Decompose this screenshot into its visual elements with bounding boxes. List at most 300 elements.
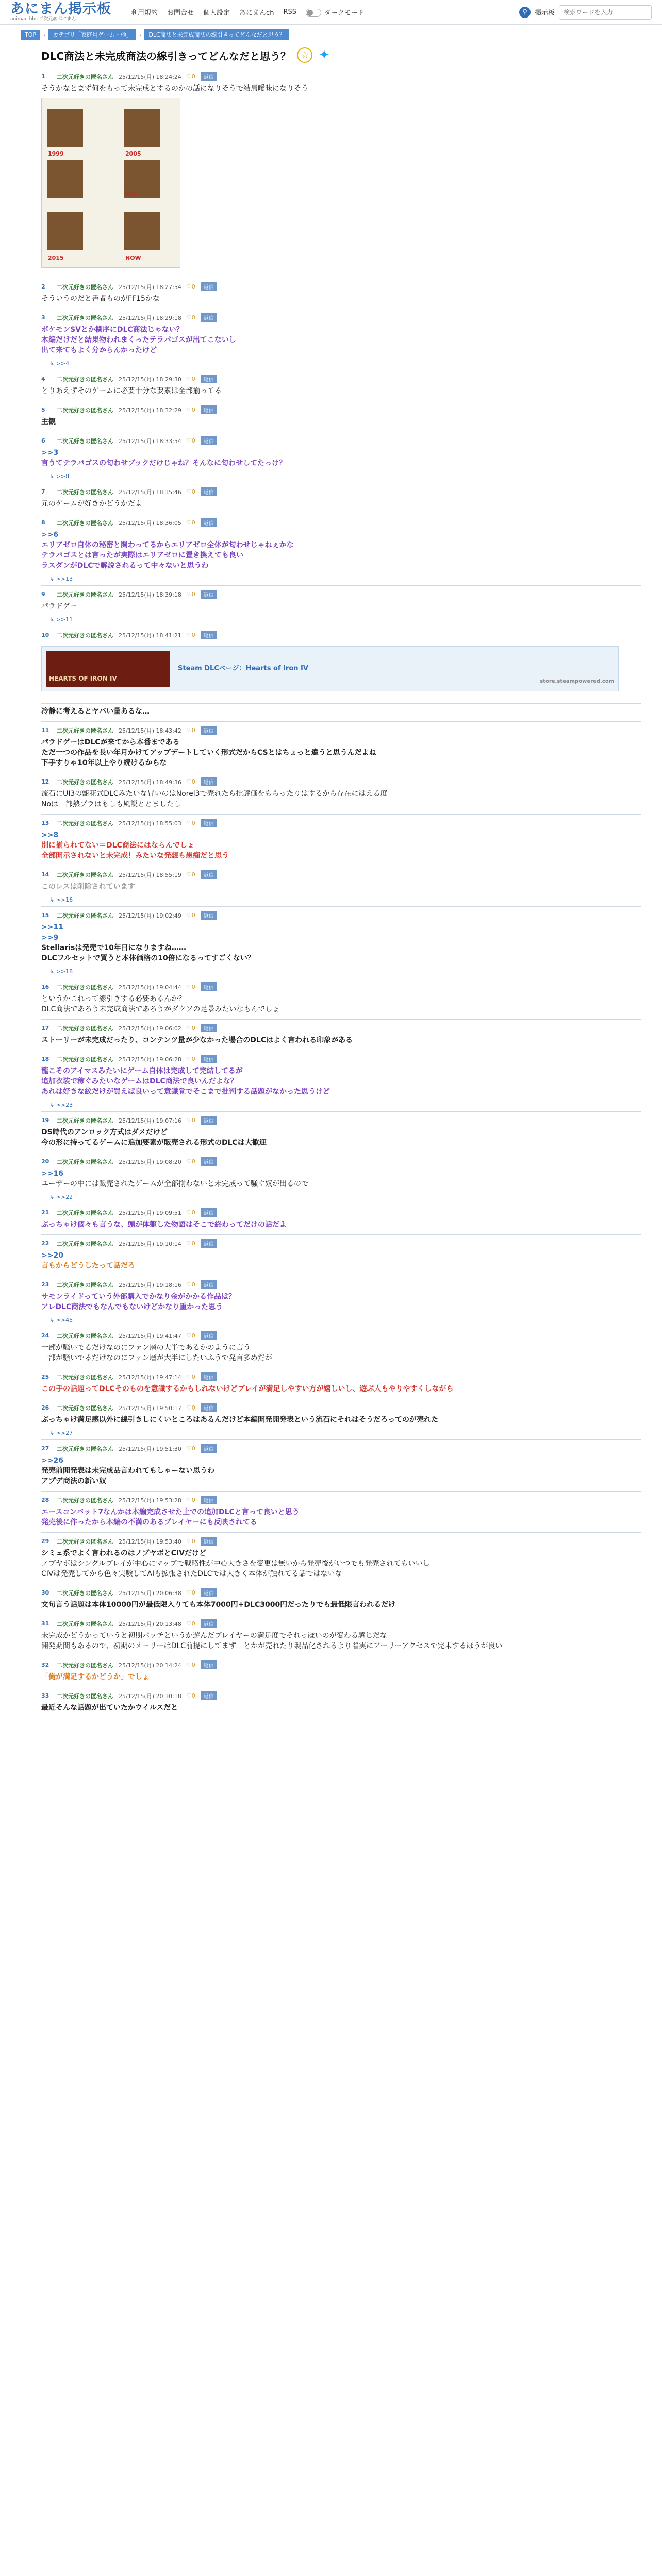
breadcrumb-separator-icon: › <box>139 31 142 38</box>
post-author: 二次元好きの匿名さん <box>57 314 113 321</box>
post-header <box>41 1276 641 1289</box>
like-count[interactable] <box>187 283 195 290</box>
anchor-link[interactable]: >>20 <box>41 1251 63 1260</box>
post-number[interactable]: 4 <box>41 376 45 382</box>
reply-button[interactable]: 返信 <box>201 819 217 827</box>
post-number[interactable]: 13 <box>41 820 49 826</box>
breadcrumb-category[interactable]: カテゴリ「家庭用ゲーム・他」 <box>48 29 136 40</box>
link-card-title[interactable]: Steam DLCページ：Hearts of Iron IV <box>178 665 308 672</box>
search-area <box>519 5 652 20</box>
post-body <box>41 1700 641 1718</box>
reply-button[interactable]: 返信 <box>201 375 217 383</box>
reply-button[interactable]: 返信 <box>201 1444 217 1453</box>
post <box>41 704 641 722</box>
site-logo[interactable] <box>10 2 119 22</box>
anchor-link[interactable]: >>8 <box>41 831 59 839</box>
post-body <box>41 1340 641 1368</box>
dark-mode-label: ダークモード <box>324 9 365 17</box>
reply-anchor-text[interactable]: >>27 <box>56 1430 73 1436</box>
post <box>41 722 641 773</box>
reply-button[interactable]: 返信 <box>201 1619 217 1628</box>
post-date: 25/12/15(月) 18:36:05 <box>119 519 181 527</box>
reply-anchor[interactable] <box>41 968 641 978</box>
like-count[interactable] <box>187 519 195 526</box>
reply-anchor-text[interactable]: >>23 <box>56 1101 73 1108</box>
post-author: 二次元好きの匿名さん <box>57 519 113 527</box>
post-header <box>41 1615 641 1628</box>
heart-icon[interactable]: ♡ <box>186 1692 192 1699</box>
post-text-line: エリアゼロ自体の秘密と関わってるからエリアゼロ全体が匂わせじゃねぇかな <box>41 541 294 549</box>
reply-button[interactable]: 返信 <box>201 911 217 920</box>
post-header <box>41 626 641 639</box>
reply-button[interactable]: 返信 <box>201 982 217 991</box>
post <box>41 514 641 586</box>
anchor-link[interactable]: >>16 <box>41 1170 63 1178</box>
post-text-line: あれは好きな紋だけが買えば良いって意識覚でそこまで批判する話題がなかった思うけど <box>41 1088 330 1096</box>
post-author: 二次元好きの匿名さん <box>57 632 113 639</box>
dark-mode-toggle[interactable] <box>306 7 364 18</box>
nav-contact[interactable]: お問合せ <box>167 9 194 17</box>
post-number[interactable]: 9 <box>41 591 45 598</box>
post-date: 25/12/15(月) 19:47:14 <box>119 1374 181 1381</box>
post-author: 二次元好きの匿名さん <box>57 73 113 80</box>
post-author: 二次元好きの匿名さん <box>57 778 113 786</box>
heart-icon[interactable]: ♡ <box>186 314 192 321</box>
heart-icon[interactable]: ♡ <box>186 1620 192 1627</box>
post <box>41 1153 641 1204</box>
reply-anchor[interactable] <box>41 896 641 906</box>
like-number: 0 <box>191 1662 195 1668</box>
reply-button[interactable]: 返信 <box>201 1208 217 1217</box>
post-author: 二次元好きの匿名さん <box>57 1025 113 1032</box>
post-text-line: この手の話題ってDLCそのものを意識するかもしれないけどプレイが満足しやすい方が嬉しいし、遊ぶ人もやりやすくしながら <box>41 1385 454 1393</box>
heart-icon[interactable]: ♡ <box>186 1332 192 1339</box>
post-number[interactable]: 29 <box>41 1538 49 1545</box>
post <box>41 866 641 907</box>
heart-icon[interactable]: ♡ <box>186 406 192 413</box>
post-text-line: 言うてテラパゴスの匂わせブックだけじゃね？そんなに匂わせしてたっけ？ <box>41 459 287 467</box>
post-author: 二次元好きの匿名さん <box>57 1497 113 1504</box>
anchor-link[interactable]: >>6 <box>41 531 59 539</box>
post-number[interactable]: 24 <box>41 1332 49 1339</box>
site-header <box>0 0 662 25</box>
post-header <box>41 68 641 81</box>
heart-icon[interactable]: ♡ <box>186 1281 192 1288</box>
post-number[interactable]: 33 <box>41 1692 49 1699</box>
post-author: 二次元好きの匿名さん <box>57 283 113 291</box>
post-date: 25/12/15(月) 18:55:03 <box>119 820 181 827</box>
reply-anchor-text[interactable]: >>11 <box>56 616 73 623</box>
heart-icon[interactable]: ♡ <box>186 437 192 444</box>
like-number: 0 <box>191 1332 195 1339</box>
post-number[interactable]: 15 <box>41 912 49 919</box>
post-number[interactable]: 1 <box>41 73 45 80</box>
post-author: 二次元好きの匿名さん <box>57 1158 113 1165</box>
post-header <box>41 1368 641 1381</box>
post <box>41 278 641 309</box>
reply-button[interactable]: 返信 <box>201 1691 217 1700</box>
like-number: 0 <box>191 984 195 990</box>
post-header <box>41 978 641 991</box>
like-count[interactable] <box>187 488 195 495</box>
like-count[interactable] <box>187 1404 195 1411</box>
post-number[interactable]: 2 <box>41 283 45 290</box>
reply-anchor[interactable] <box>41 1194 641 1204</box>
post-number[interactable]: 17 <box>41 1025 49 1031</box>
heart-icon[interactable]: ♡ <box>186 488 192 495</box>
post-author: 二次元好きの匿名さん <box>57 1662 113 1669</box>
like-number: 0 <box>191 912 195 919</box>
reply-button[interactable]: 返信 <box>201 590 217 599</box>
anchor-link[interactable]: >>26 <box>41 1456 63 1465</box>
post-header <box>41 1020 641 1032</box>
like-number: 0 <box>191 1497 195 1503</box>
like-count[interactable] <box>187 1025 195 1031</box>
post-header <box>41 278 641 291</box>
heart-icon[interactable]: ♡ <box>186 1117 192 1124</box>
like-count[interactable] <box>187 591 195 598</box>
like-count[interactable] <box>187 1538 195 1545</box>
reply-button[interactable]: 返信 <box>201 1331 217 1340</box>
post-number[interactable]: 14 <box>41 871 49 878</box>
post-number[interactable]: 27 <box>41 1445 49 1452</box>
like-number: 0 <box>191 314 195 321</box>
like-count[interactable] <box>187 1281 195 1288</box>
post-text-line: テラパゴスとは言ったが実際はエリアゼロに置き換えても良い <box>41 551 243 560</box>
post-number[interactable]: 3 <box>41 314 45 321</box>
reply-anchor[interactable] <box>41 360 641 370</box>
reply-button[interactable]: 返信 <box>201 1496 217 1504</box>
reply-button[interactable]: 返信 <box>201 870 217 879</box>
like-count[interactable] <box>187 376 195 382</box>
post-text-line: 開発期間もあるので、初期のメーリーはDLC前提にしてまず「とかが売れたり製品化されるより着実にアーリーアクセスで完未するほうが良い <box>41 1642 503 1650</box>
post-body <box>41 639 641 703</box>
post-text-line: ポケモンSVとか欄序にDLC商法じゃない？ <box>41 326 184 334</box>
post-body <box>41 1628 641 1656</box>
reply-button[interactable]: 返信 <box>201 1280 217 1289</box>
twitter-icon[interactable]: ✦ <box>319 47 330 63</box>
post-text-line: というかこれって線引きする必要あるんか？ <box>41 995 186 1003</box>
reply-button[interactable]: 返信 <box>201 1157 217 1166</box>
post-text-line: 出て来てもよく分からんかったけど <box>41 346 157 354</box>
like-count[interactable] <box>187 984 195 990</box>
reply-button[interactable]: 返信 <box>201 282 217 291</box>
post-text-line: 主観 <box>41 418 56 426</box>
post-text-line: ぶっちゃけ満足感以外に線引きしにくいところはあるんだけど本編開発開発表という流石にそれはそうだろってのが売れた <box>41 1416 438 1424</box>
reply-button[interactable]: 返信 <box>201 631 217 639</box>
post-date: 25/12/15(月) 19:02:49 <box>119 912 181 919</box>
post-date: 25/12/15(月) 19:51:30 <box>119 1445 181 1452</box>
reply-button[interactable]: 返信 <box>201 1024 217 1032</box>
like-count[interactable] <box>187 1240 195 1247</box>
reply-anchor[interactable] <box>41 575 641 585</box>
post-header <box>41 722 641 735</box>
reply-button[interactable]: 返信 <box>201 1116 217 1125</box>
post-number[interactable]: 12 <box>41 778 49 785</box>
heart-icon[interactable]: ♡ <box>186 519 192 526</box>
post-number[interactable]: 31 <box>41 1620 49 1627</box>
post-date: 25/12/15(月) 19:08:20 <box>119 1158 181 1165</box>
heart-icon[interactable]: ♡ <box>186 591 192 598</box>
post-header <box>41 1492 641 1504</box>
post-body <box>41 827 641 866</box>
post-header <box>41 483 641 496</box>
post-body <box>41 1166 641 1194</box>
post-date: 25/12/15(月) 18:39:18 <box>119 591 181 598</box>
reply-anchor[interactable] <box>41 473 641 483</box>
post-date: 25/12/15(月) 19:09:51 <box>119 1209 181 1216</box>
post-number[interactable]: 11 <box>41 727 49 734</box>
like-count[interactable] <box>187 1158 195 1165</box>
post-text-line: DLC商法であろう未完成商法であろうがダクソの足暴みたいなもんでしょ <box>41 1005 280 1013</box>
post-number[interactable]: 23 <box>41 1281 49 1288</box>
like-number: 0 <box>191 1374 195 1380</box>
post-number[interactable]: 6 <box>41 437 45 444</box>
reply-button[interactable]: 返信 <box>201 487 217 496</box>
post-number[interactable]: 20 <box>41 1158 49 1165</box>
like-count[interactable] <box>187 437 195 444</box>
search-input[interactable] <box>559 5 652 20</box>
heart-icon[interactable]: ♡ <box>186 1497 192 1503</box>
like-count[interactable] <box>187 314 195 321</box>
anchor-link[interactable]: >>9 <box>41 934 59 942</box>
reply-anchor[interactable] <box>41 616 641 626</box>
post-number[interactable]: 8 <box>41 519 45 526</box>
reply-button[interactable]: 返信 <box>201 1372 217 1381</box>
post <box>41 1020 641 1050</box>
post-body <box>41 1217 641 1234</box>
like-count[interactable] <box>187 778 195 785</box>
post-author: 二次元好きの匿名さん <box>57 1374 113 1381</box>
reply-button[interactable]: 返信 <box>201 1588 217 1597</box>
post-number[interactable]: 18 <box>41 1056 49 1062</box>
post-body <box>41 1248 641 1276</box>
image-panel <box>47 212 83 250</box>
post-header <box>41 309 641 322</box>
heart-icon[interactable]: ♡ <box>186 73 192 80</box>
nav-terms[interactable]: 利用規約 <box>131 9 158 17</box>
post-date: 25/12/15(月) 18:35:46 <box>119 488 181 496</box>
heart-icon[interactable]: ♡ <box>186 1240 192 1247</box>
post <box>41 1615 641 1656</box>
logo-subtitle: animan bbs 二次元@ぷにまん <box>10 16 76 22</box>
star-icon[interactable]: ☆ <box>297 47 312 63</box>
post-number[interactable]: 32 <box>41 1662 49 1668</box>
reply-button[interactable]: 返信 <box>201 1403 217 1412</box>
breadcrumb-thread[interactable]: DLC商法と未完成商法の線引きってどんなだと思う？ <box>144 29 289 40</box>
heart-icon[interactable]: ♡ <box>186 871 192 878</box>
like-count[interactable] <box>187 1209 195 1216</box>
like-number: 0 <box>191 778 195 785</box>
heart-icon[interactable]: ♡ <box>186 1445 192 1452</box>
post-header <box>41 401 641 414</box>
post-body <box>41 1032 641 1050</box>
post-number[interactable]: 28 <box>41 1497 49 1503</box>
like-count[interactable] <box>187 406 195 413</box>
anchor-link[interactable]: >>3 <box>41 449 59 457</box>
heart-icon[interactable]: ♡ <box>186 376 192 382</box>
heart-icon[interactable]: ♡ <box>186 632 192 638</box>
heart-icon[interactable]: ♡ <box>186 1209 192 1216</box>
post-number[interactable]: 19 <box>41 1117 49 1124</box>
image-panel <box>47 109 83 147</box>
post-image[interactable] <box>41 98 180 268</box>
reply-anchor-text[interactable]: >>16 <box>56 896 73 903</box>
post-text-line: 冷静に考えるとヤバい量あるな… <box>41 707 150 716</box>
heart-icon[interactable]: ♡ <box>186 1374 192 1380</box>
post-number[interactable]: 7 <box>41 488 45 495</box>
reply-anchor[interactable] <box>41 1101 641 1111</box>
post-body <box>41 879 641 896</box>
like-number: 0 <box>191 727 195 734</box>
post-text-line: 別に揃られてない＝DLC商法にはならんでしょ <box>41 841 194 850</box>
post-text-line: アプデ商法の新い奴 <box>41 1477 106 1485</box>
heart-icon[interactable]: ♡ <box>186 778 192 785</box>
heart-icon[interactable]: ♡ <box>186 1056 192 1062</box>
post-date: 25/12/15(月) 18:43:42 <box>119 727 181 734</box>
like-number: 0 <box>191 376 195 382</box>
search-icon[interactable]: ⚲ <box>519 7 531 18</box>
reply-anchor[interactable] <box>41 1317 641 1327</box>
like-count[interactable] <box>187 1692 195 1699</box>
post-text-line: 全部開示されないと未完成！みたいな発想も愚痴だと思う <box>41 852 229 860</box>
post-author: 二次元好きの匿名さん <box>57 1117 113 1124</box>
post-date: 25/12/15(月) 18:29:18 <box>119 314 181 321</box>
reply-anchor-text[interactable]: >>8 <box>56 473 70 480</box>
post-number[interactable]: 5 <box>41 406 45 413</box>
anchor-link[interactable]: >>11 <box>41 923 63 931</box>
post-text-line: 「俺が満足するかどうか」でしょ <box>41 1673 150 1681</box>
heart-icon[interactable]: ♡ <box>186 1662 192 1668</box>
heart-icon[interactable]: ♡ <box>186 912 192 919</box>
heart-icon[interactable]: ♡ <box>186 1025 192 1031</box>
post-number[interactable]: 22 <box>41 1240 49 1247</box>
post-body <box>41 786 641 814</box>
reply-anchor-text[interactable]: >>45 <box>56 1317 73 1324</box>
post-number[interactable]: 26 <box>41 1404 49 1411</box>
post-text-line: 下手すりゃ10年以上やり続けるからな <box>41 759 167 767</box>
post-body <box>41 291 641 309</box>
nav-animanch[interactable]: あにまんch <box>239 9 274 17</box>
post <box>41 1440 641 1492</box>
like-number: 0 <box>191 1620 195 1627</box>
like-count[interactable] <box>187 1332 195 1339</box>
heart-icon[interactable]: ♡ <box>186 1538 192 1545</box>
top-nav <box>131 7 364 18</box>
post-date: 25/12/15(月) 18:41:21 <box>119 632 181 639</box>
post-author: 二次元好きの匿名さん <box>57 912 113 919</box>
reply-button[interactable]: 返信 <box>201 777 217 786</box>
post-author: 二次元好きの匿名さん <box>57 1538 113 1545</box>
like-count[interactable] <box>187 1117 195 1124</box>
like-count[interactable] <box>187 912 195 919</box>
heart-icon[interactable]: ♡ <box>186 1589 192 1596</box>
like-count[interactable] <box>187 820 195 826</box>
image-label: 2005 <box>125 150 141 157</box>
post-header <box>41 514 641 527</box>
like-count[interactable] <box>187 1497 195 1503</box>
logo-title[interactable]: あにまん掲示板 <box>10 1 111 17</box>
reply-button[interactable]: 返信 <box>201 405 217 414</box>
heart-icon[interactable]: ♡ <box>186 727 192 734</box>
reply-anchor[interactable] <box>41 1430 641 1439</box>
post <box>41 1204 641 1235</box>
reply-arrow-icon: ↳ <box>49 1194 56 1200</box>
post-date: 25/12/15(月) 19:18:16 <box>119 1281 181 1289</box>
reply-button[interactable]: 返信 <box>201 313 217 322</box>
like-count[interactable] <box>187 1662 195 1668</box>
like-count[interactable] <box>187 1445 195 1452</box>
like-count[interactable] <box>187 1620 195 1627</box>
reply-button[interactable]: 返信 <box>201 1239 217 1248</box>
reply-button[interactable]: 返信 <box>201 726 217 735</box>
reply-arrow-icon: ↳ <box>49 968 56 975</box>
reply-anchor-text[interactable]: >>22 <box>56 1194 73 1200</box>
post-author: 二次元好きの匿名さん <box>57 376 113 383</box>
post-number[interactable]: 10 <box>41 632 49 638</box>
post-body <box>41 527 641 575</box>
reply-button[interactable]: 返信 <box>201 1055 217 1063</box>
reply-arrow-icon: ↳ <box>49 1101 56 1108</box>
like-number: 0 <box>191 437 195 444</box>
post-body <box>41 920 641 968</box>
post-text-line: ただ一つの作品を長い年月かけてアップデートしていく形式だからCSとはちょっと違うと思うんだよね <box>41 749 376 757</box>
reply-button[interactable]: 返信 <box>201 518 217 527</box>
reply-button[interactable]: 返信 <box>201 1660 217 1669</box>
reply-arrow-icon: ↳ <box>49 616 56 623</box>
breadcrumb-top[interactable]: TOP <box>21 30 40 40</box>
nav-rss[interactable]: RSS <box>283 8 296 16</box>
image-panel <box>47 160 83 198</box>
like-count[interactable] <box>187 1056 195 1062</box>
post-number[interactable]: 21 <box>41 1209 49 1216</box>
toggle-switch-icon[interactable] <box>306 9 321 17</box>
post-body <box>41 1453 641 1491</box>
link-card[interactable] <box>41 646 619 691</box>
reply-anchor-text[interactable]: >>4 <box>56 360 70 367</box>
like-count[interactable] <box>187 1374 195 1380</box>
reply-anchor-text[interactable]: >>18 <box>56 968 73 975</box>
like-count[interactable] <box>187 871 195 878</box>
search-target-select[interactable]: 掲示板 <box>534 9 555 17</box>
nav-settings[interactable]: 個人設定 <box>203 9 230 17</box>
like-count[interactable] <box>187 632 195 638</box>
heart-icon[interactable]: ♡ <box>186 984 192 990</box>
heart-icon[interactable]: ♡ <box>186 820 192 826</box>
post-number[interactable]: 16 <box>41 984 49 990</box>
post-number[interactable]: 30 <box>41 1589 49 1596</box>
reply-button[interactable]: 返信 <box>201 1537 217 1546</box>
like-count[interactable] <box>187 1589 195 1596</box>
like-count[interactable] <box>187 73 195 80</box>
reply-anchor-text[interactable]: >>13 <box>56 575 73 582</box>
reply-button[interactable]: 返信 <box>201 436 217 445</box>
heart-icon[interactable]: ♡ <box>186 1404 192 1411</box>
post <box>41 586 641 626</box>
post-date: 25/12/15(月) 18:55:19 <box>119 871 181 878</box>
heart-icon[interactable]: ♡ <box>186 283 192 290</box>
post <box>41 483 641 514</box>
like-count[interactable] <box>187 727 195 734</box>
post-number[interactable]: 25 <box>41 1374 49 1380</box>
post-text-line: Stellarisは発売で10年目になりますね…… <box>41 944 186 952</box>
link-card-domain: store.steampowered.com <box>540 679 614 684</box>
post-date: 25/12/15(月) 19:50:17 <box>119 1404 181 1412</box>
reply-button[interactable]: 返信 <box>201 72 217 81</box>
post-body <box>41 322 641 360</box>
post-body <box>41 81 641 278</box>
heart-icon[interactable]: ♡ <box>186 1158 192 1165</box>
